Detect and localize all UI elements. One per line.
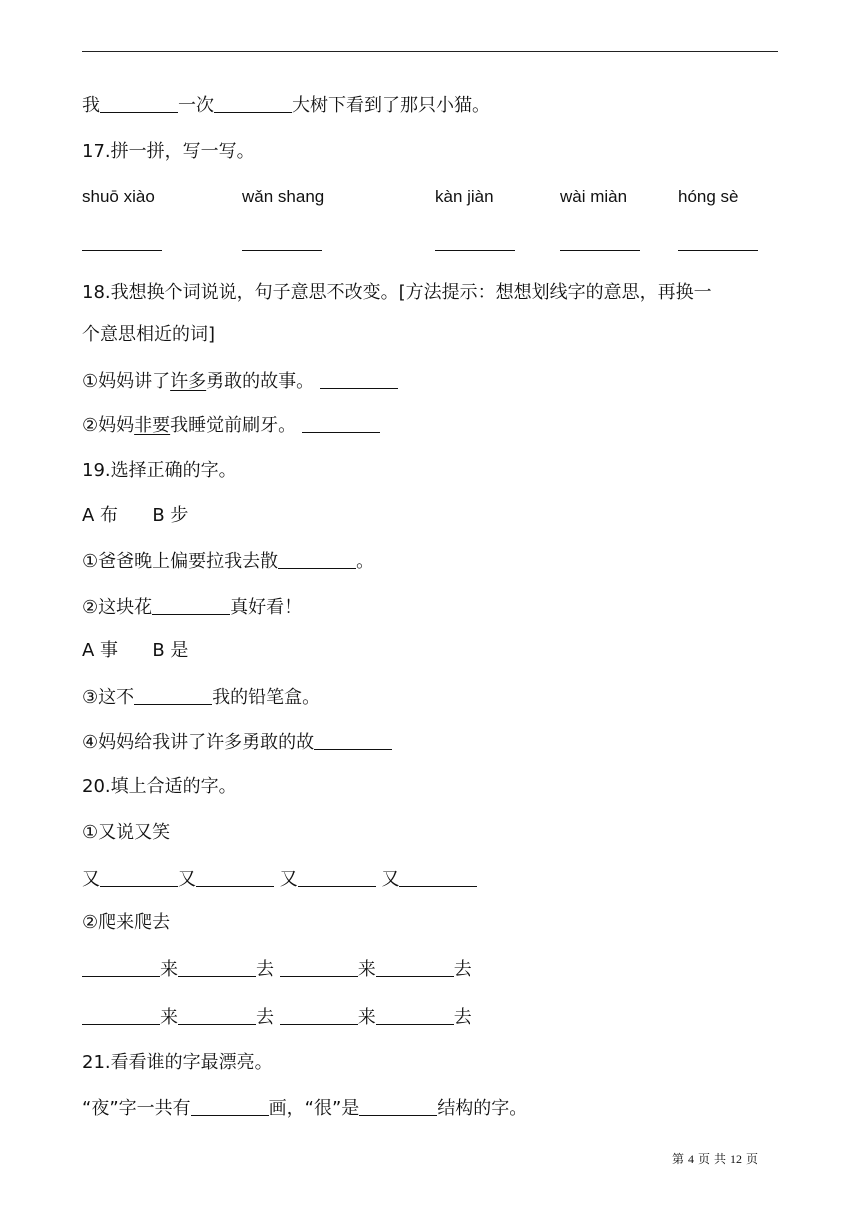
answer-blank[interactable] [178, 958, 256, 977]
answer-blank[interactable] [376, 958, 454, 977]
answer-blank[interactable] [196, 868, 274, 887]
sentence-line: 我 一次 大树下看到了那只小猫。 [82, 95, 490, 116]
answer-blank[interactable] [280, 958, 358, 977]
question-19-item-2: ②这块花 真好看！ [82, 597, 303, 618]
answer-blank[interactable] [82, 958, 160, 977]
page-footer: 第 4 页 共 12 页 [671, 1152, 758, 1166]
question-20-item-2: ②爬来爬去 [82, 912, 171, 933]
answer-blank[interactable] [560, 250, 640, 251]
pinyin-5: hóng sè [678, 187, 739, 206]
question-20-blanks-3: 来 去 来 去 [82, 1006, 472, 1029]
answer-blank[interactable] [100, 868, 178, 887]
answer-blank[interactable] [134, 686, 212, 705]
question-20-title: 20.填上合适的字。 [82, 776, 237, 797]
pinyin-1: shuō xiào [82, 187, 155, 206]
question-19-options-1: A 布 B 步 [82, 505, 189, 526]
answer-blank[interactable] [302, 414, 380, 433]
answer-blank[interactable] [178, 1006, 256, 1025]
question-19-options-2: A 事 B 是 [82, 640, 189, 661]
answer-blank[interactable] [152, 596, 230, 615]
question-19-item-3: ③这不 我的铅笔盒。 [82, 687, 321, 708]
question-20-blanks-1: 又 又 又 又 [82, 868, 477, 891]
question-18-item-2: ②妈妈非要我睡觉前刷牙。 [82, 414, 380, 437]
answer-blank[interactable] [678, 250, 758, 251]
answer-blank[interactable] [320, 370, 398, 389]
answer-blank[interactable] [435, 250, 515, 251]
question-18-item-1: ①妈妈讲了许多勇敢的故事。 [82, 370, 398, 393]
answer-blank[interactable] [314, 731, 392, 750]
answer-blank[interactable] [278, 550, 356, 569]
answer-blank[interactable] [214, 94, 292, 113]
answer-blank[interactable] [82, 250, 162, 251]
question-19-item-1: ①爸爸晚上偏要拉我去散 。 [82, 551, 375, 572]
question-18-title: 18.我想换个词说说，句子意思不改变。[方法提示：想想划线字的意思，再换一 [82, 282, 712, 303]
question-18-hint: 个意思相近的词] [82, 324, 216, 345]
question-20-blanks-2: 来 去 来 去 [82, 958, 472, 981]
answer-blank[interactable] [376, 1006, 454, 1025]
answer-blank[interactable] [298, 868, 376, 887]
question-21-title: 21.看看谁的字最漂亮。 [82, 1052, 273, 1073]
answer-blank[interactable] [82, 1006, 160, 1025]
answer-blank[interactable] [100, 94, 178, 113]
answer-blank[interactable] [242, 250, 322, 251]
answer-blank[interactable] [359, 1097, 437, 1116]
question-20-item-1: ①又说又笑 [82, 822, 171, 843]
question-19-title: 19.选择正确的字。 [82, 460, 237, 481]
answer-blank[interactable] [399, 868, 477, 887]
pinyin-3: kàn jiàn [435, 187, 494, 206]
question-21-item: “夜”字一共有 画，“很”是 结构的字。 [82, 1098, 528, 1119]
question-19-item-4: ④妈妈给我讲了许多勇敢的故 [82, 731, 392, 754]
pinyin-2: wǎn shang [242, 187, 325, 206]
pinyin-4: wài miàn [560, 187, 628, 206]
question-17-title: 17.拼一拼，写一写。 [82, 141, 255, 162]
answer-blank[interactable] [280, 1006, 358, 1025]
header-rule [82, 51, 778, 52]
answer-blank[interactable] [191, 1097, 269, 1116]
